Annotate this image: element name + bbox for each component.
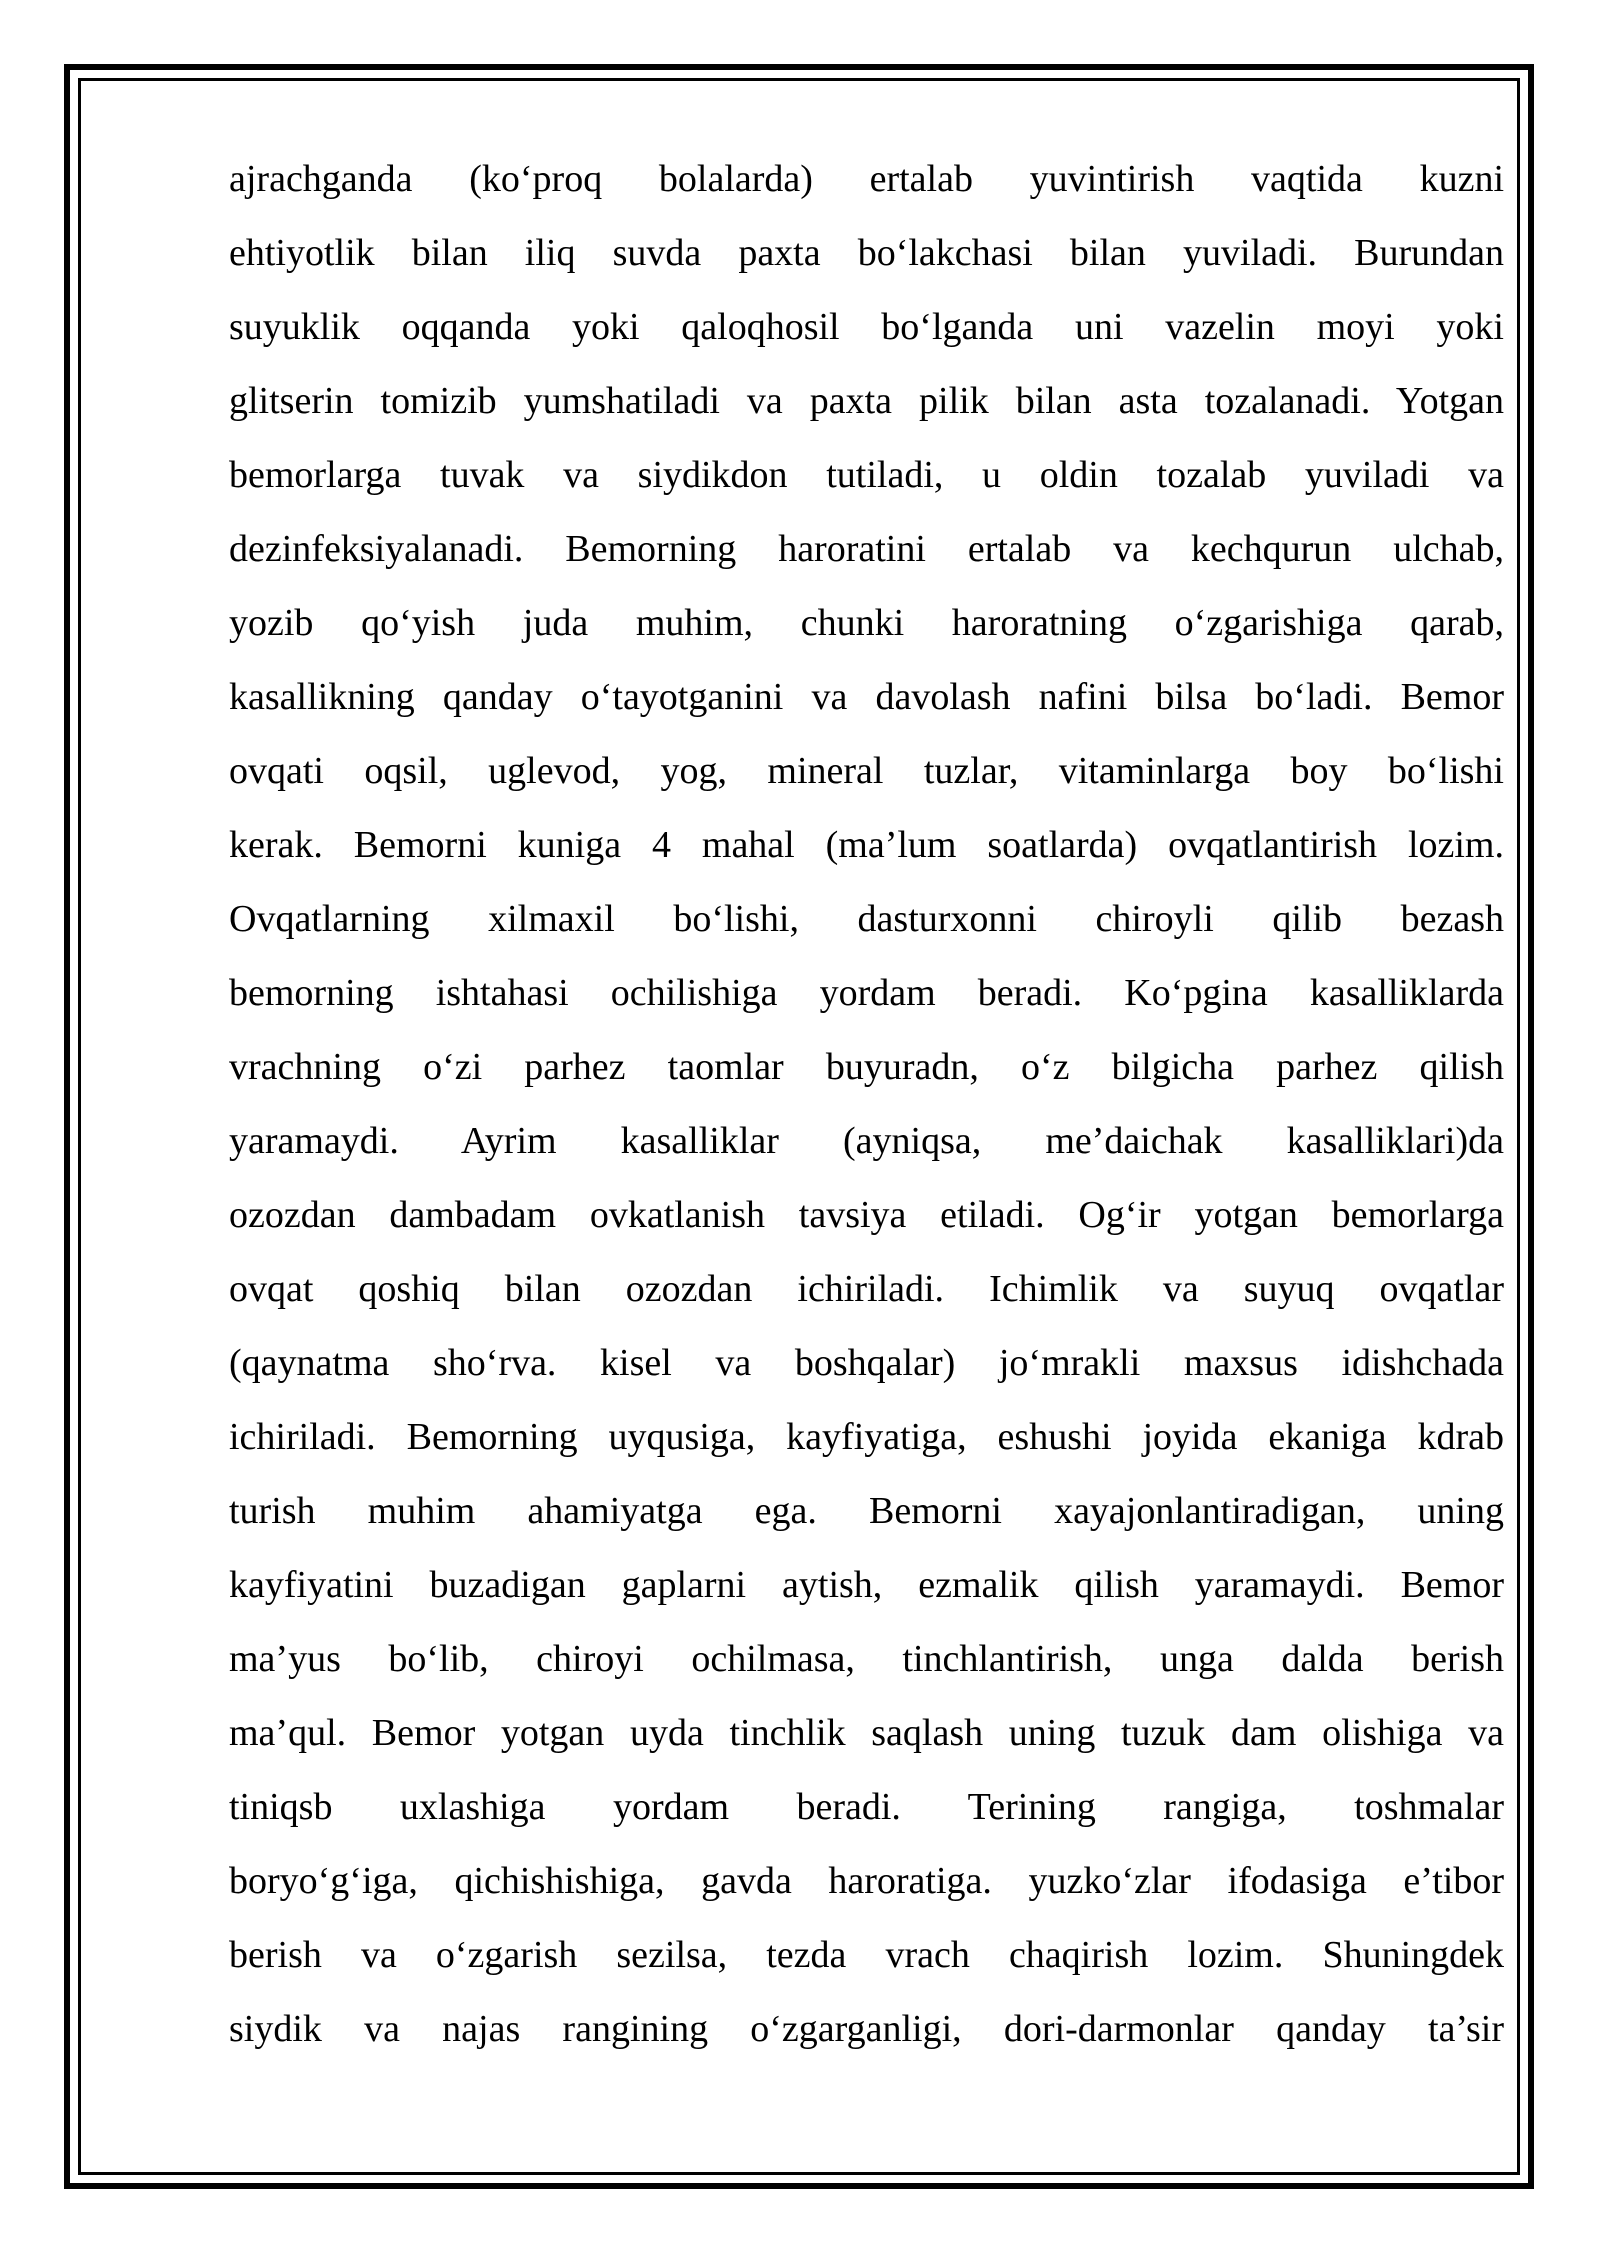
text-line: turish muhim ahamiyatga ega. Bemorni xayajonlantiradigan, uning xyxy=(229,1490,1504,1532)
text-line: yozib qo‘yish juda muhim, chunki haroratning o‘zgarishiga qarab, xyxy=(229,602,1504,644)
text-line: boryo‘g‘iga, qichishishiga, gavda haroratiga. yuzko‘zlar ifodasiga e’tibor xyxy=(229,1860,1504,1902)
text-line: kerak. Bemorni kuniga 4 mahal (ma’lum soatlarda) ovqatlantirish lozim. xyxy=(229,824,1504,866)
text-line: ehtiyotlik bilan iliq suvda paxta bo‘lakchasi bilan yuviladi. Burundan xyxy=(229,232,1504,274)
text-line: ozozdan dambadam ovkatlanish tavsiya etiladi. Og‘ir yotgan bemorlarga xyxy=(229,1194,1504,1236)
text-line: glitserin tomizib yumshatiladi va paxta pilik bilan asta tozalanadi. Yotgan xyxy=(229,380,1504,422)
body-text xyxy=(229,142,1504,2066)
text-line: ma’yus bo‘lib, chiroyi ochilmasa, tinchlantirish, unga dalda berish xyxy=(229,1638,1504,1680)
text-line: (qaynatma sho‘rva. kisel va boshqalar) jo‘mrakli maxsus idishchada xyxy=(229,1342,1504,1384)
text-line: dezinfeksiyalanadi. Bemorning haroratini ertalab va kechqurun ulchab, xyxy=(229,528,1504,570)
text-line: ma’qul. Bemor yotgan uyda tinchlik saqlash uning tuzuk dam olishiga va xyxy=(229,1712,1504,1754)
text-line: ovqat qoshiq bilan ozozdan ichiriladi. Ichimlik va suyuq ovqatlar xyxy=(229,1268,1504,1310)
text-line: ichiriladi. Bemorning uyqusiga, kayfiyatiga, eshushi joyida ekaniga kdrab xyxy=(229,1416,1504,1458)
text-line: siydik va najas rangining o‘zgarganligi, dori-darmonlar qanday ta’sir xyxy=(229,2008,1504,2050)
text-line: bemorlarga tuvak va siydikdon tutiladi, u oldin tozalab yuviladi va xyxy=(229,454,1504,496)
text-line: Ovqatlarning xilmaxil bo‘lishi, dasturxonni chiroyli qilib bezash xyxy=(229,898,1504,940)
text-line: kayfiyatini buzadigan gaplarni aytish, ezmalik qilish yaramaydi. Bemor xyxy=(229,1564,1504,1606)
text-line: yaramaydi. Ayrim kasalliklar (ayniqsa, me’daichak kasalliklari)da xyxy=(229,1120,1504,1162)
text-line: ovqati oqsil, uglevod, yog, mineral tuzlar, vitaminlarga boy bo‘lishi xyxy=(229,750,1504,792)
text-line: tiniqsb uxlashiga yordam beradi. Terining rangiga, toshmalar xyxy=(229,1786,1504,1828)
text-line: vrachning o‘zi parhez taomlar buyuradn, o‘z bilgicha parhez qilish xyxy=(229,1046,1504,1088)
text-line: bemorning ishtahasi ochilishiga yordam beradi. Ko‘pgina kasalliklarda xyxy=(229,972,1504,1014)
text-line: ajrachganda (ko‘proq bolalarda) ertalab yuvintirish vaqtida kuzni xyxy=(229,158,1504,200)
text-line: suyuklik oqqanda yoki qaloqhosil bo‘lganda uni vazelin moyi yoki xyxy=(229,306,1504,348)
text-line: kasallikning qanday o‘tayotganini va davolash nafini bilsa bo‘ladi. Bemor xyxy=(229,676,1504,718)
text-line: berish va o‘zgarish sezilsa, tezda vrach chaqirish lozim. Shuningdek xyxy=(229,1934,1504,1976)
